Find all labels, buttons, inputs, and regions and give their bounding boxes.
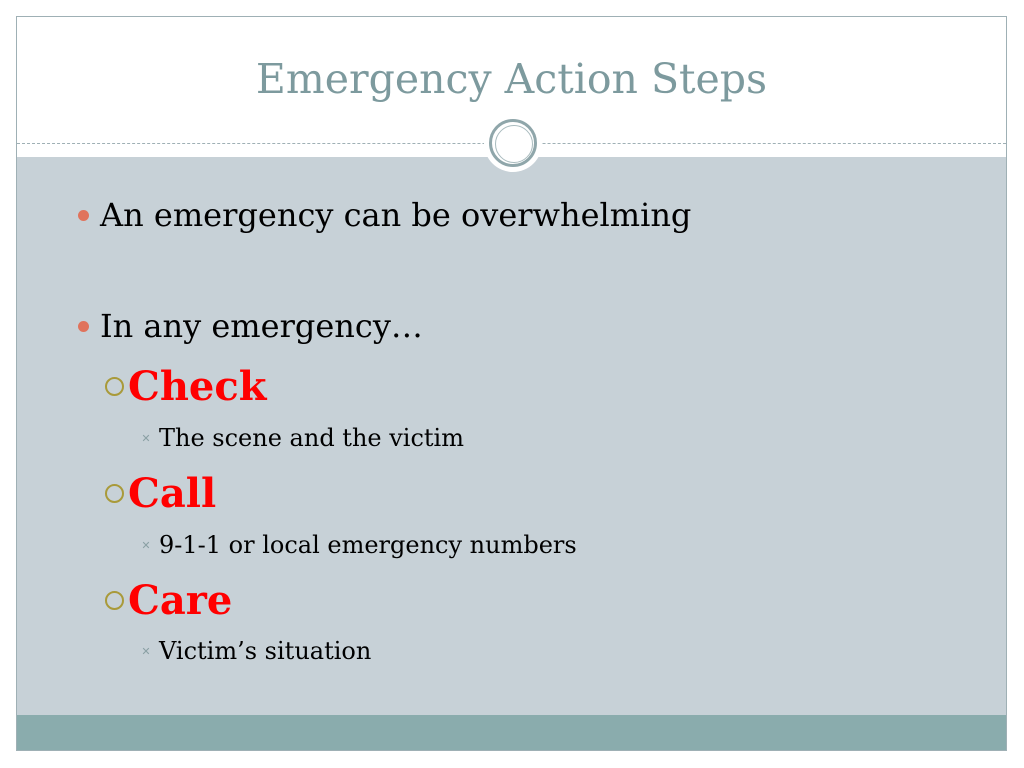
circle-bullet-icon [105, 591, 124, 610]
step-detail [137, 424, 464, 452]
step-label: Check [128, 363, 267, 410]
bullet-text: In any emergency… [100, 307, 423, 345]
step-detail-text: The scene and the victim [159, 424, 464, 452]
bullet-text: An emergency can be overwhelming [100, 196, 692, 234]
ring-ornament-icon [484, 114, 542, 172]
step-detail-text: 9-1-1 or local emergency numbers [159, 531, 577, 559]
step-item-check [105, 363, 266, 410]
circle-bullet-icon [105, 484, 124, 503]
dot-bullet-icon [78, 321, 89, 332]
slide [16, 16, 1007, 751]
x-bullet-icon: ✕ [141, 644, 151, 658]
step-detail [137, 637, 371, 665]
bullet-item [78, 196, 691, 234]
dot-bullet-icon [78, 210, 89, 221]
step-detail-text: Victim’s situation [159, 637, 372, 665]
step-item-call [105, 470, 216, 517]
step-label: Call [128, 470, 217, 517]
bullet-item [78, 307, 423, 345]
x-bullet-icon: ✕ [141, 431, 151, 445]
x-bullet-icon: ✕ [141, 538, 151, 552]
circle-bullet-icon [105, 377, 124, 396]
step-item-care [105, 577, 232, 624]
step-detail [137, 531, 577, 559]
footer-bar [17, 715, 1006, 751]
step-label: Care [128, 577, 233, 624]
ring-ornament-inner [489, 119, 537, 167]
slide-title: Emergency Action Steps [255, 55, 768, 103]
